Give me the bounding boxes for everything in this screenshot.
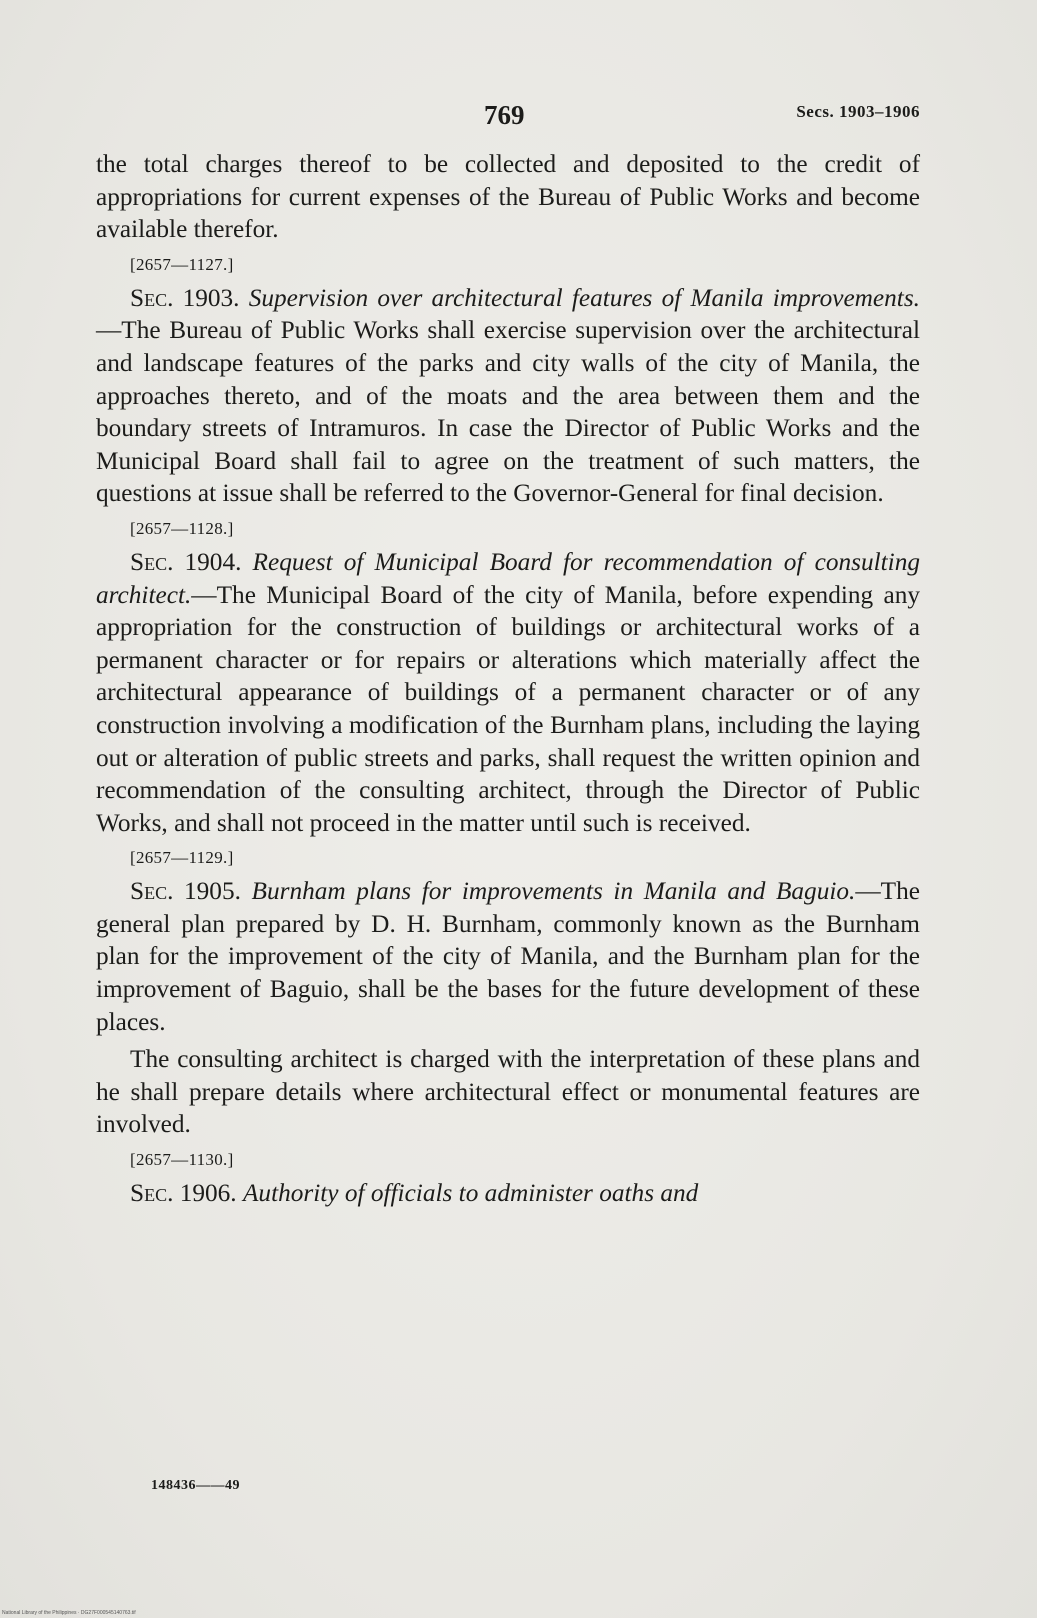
section-title: Authority of officials to administer oaths and	[242, 1179, 699, 1208]
citation-1905: [2657—1129.]	[130, 848, 234, 868]
print-code: 148436——49	[151, 1478, 240, 1493]
section-1903	[96, 282, 920, 510]
citation-1906: [2657—1130.]	[130, 1150, 234, 1170]
scan-watermark: National Library of the Philippines · DG27F000545140763.tif	[2, 1610, 136, 1616]
section-label: Sec. 1903.	[130, 283, 240, 312]
section-title: Burnham plans for improvements in Manila and Baguio.	[251, 877, 856, 906]
section-1904	[96, 546, 920, 839]
section-text: —The general plan prepared by D. H. Burnham, commonly known as the Burnham plan for the improvement of the city of Manila, and the Burnham plan for the improvement of Baguio, shall be the bases for the future development of these places.	[96, 877, 920, 1036]
section-label: Sec. 1905.	[130, 877, 241, 906]
section-title: Supervision over architectural features of Manila improvements.	[248, 283, 921, 312]
page-number: 769	[484, 100, 525, 130]
section-text: —The Municipal Board of the city of Manila, before expending any appropriation for the construction of buildings or architectural works of a permanent character or for repairs or alterations which materially affect the architectural appearance of buildings of a permanent character or of any construction involving a modification of the Burnham plans, including the laying out or alteration of public streets and parks, shall request the written opinion and recommendation of the consulting architect, through the Director of Public Works, and shall not proceed in the matter until such is received.	[96, 580, 920, 837]
section-1905-paragraph-2: The consulting architect is charged with the interpretation of these plans and he shall prepare details where architectural effect or monumental features are involved.	[96, 1045, 920, 1139]
section-text: —The Bureau of Public Works shall exercise supervision over the architectural and landscape features of the parks and city walls of the city of Manila, the approaches thereto, and of the moats and the area between them and the boundary streets of Intramuros. In case the Director of Public Works and the Municipal Board shall fail to agree on the treatment of such matters, the questions at issue shall be referred to the Governor-General for final decision.	[96, 316, 920, 508]
citation-1904: [2657—1128.]	[130, 518, 234, 538]
citation-1903: [2657—1127.]	[130, 254, 234, 274]
page-header	[96, 98, 920, 138]
page-body	[96, 148, 920, 1210]
section-label: Sec. 1904.	[130, 547, 242, 576]
section-1905	[96, 875, 920, 1038]
section-title: Request of Municipal Board for recommendation of consulting architect.	[96, 547, 920, 609]
section-label: Sec. 1906.	[130, 1179, 237, 1208]
section-1906	[96, 1177, 920, 1210]
section-range: Secs. 1903–1906	[796, 102, 920, 121]
opening-paragraph: the total charges thereof to be collected and deposited to the credit of appropriations for current expenses of the Bureau of Public Works and become available therefor.	[96, 150, 920, 244]
